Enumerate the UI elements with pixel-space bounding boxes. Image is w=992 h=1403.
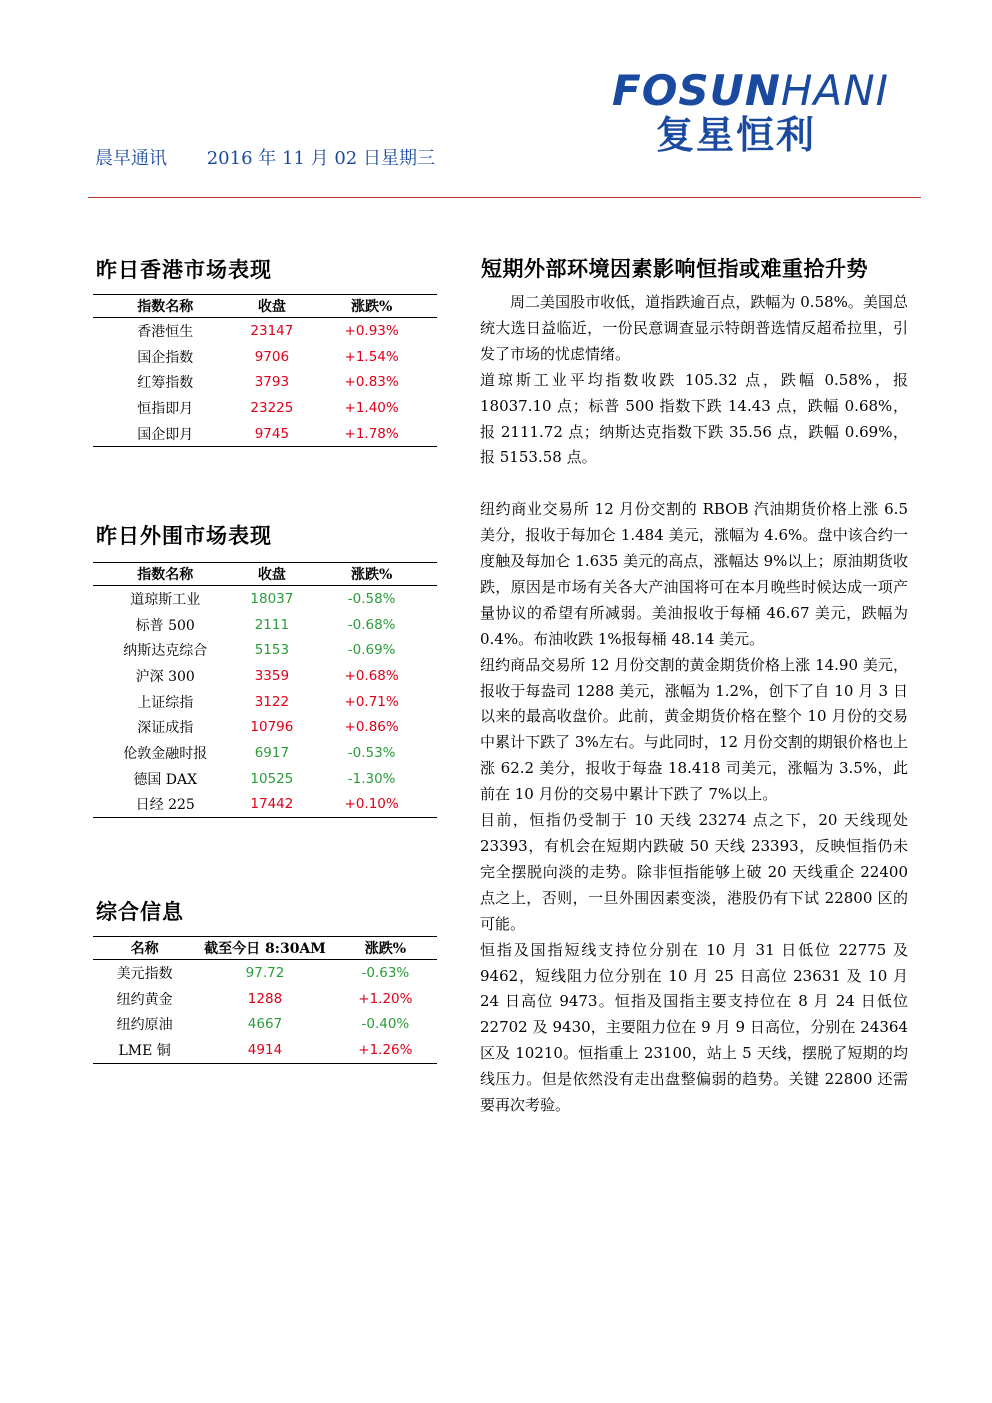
row-name: 伦敦金融时报 [123, 745, 208, 762]
row-name: LME 铜 [93, 1037, 196, 1063]
row-name: 香港恒生 [137, 323, 194, 340]
logo-chinese: 复星恒利 [656, 113, 817, 157]
col-header-close: 收盘 [237, 563, 306, 586]
table-row [93, 1037, 437, 1063]
row-change-value: +0.71% [344, 693, 399, 710]
row-close-value: 23225 [250, 399, 294, 416]
table-header-row [93, 563, 437, 586]
row-name: 纽约黄金 [116, 991, 173, 1008]
row-change-value: +1.40% [344, 399, 399, 416]
row-close-value: 10525 [250, 770, 294, 787]
table-row [93, 689, 437, 715]
info-table [93, 936, 437, 1064]
row-change-value: +0.10% [306, 792, 437, 818]
row-name: 上证综指 [137, 694, 194, 711]
row-name: 沪深 300 [135, 668, 195, 685]
row-change-value: +1.78% [306, 421, 437, 447]
col-header-change: 涨跌% [334, 937, 437, 960]
row-change-value: +1.20% [358, 990, 413, 1007]
logo-english: FOSUNHANI [612, 66, 890, 115]
row-close-value: 4914 [196, 1037, 334, 1063]
row-close-value: 3122 [254, 693, 290, 710]
article-paragraph: 恒指及国指短线支持位分别在 10 月 31 日低位 22775 及 9462，短线阻力位分别在 10 月 25 日高位 23631 及 10 月 24 日高位 9473。恒指及国指主要支持位在 8 月 24 日低位 22702 及 9430，主要阻力位在 9 月 9 日高位，分别在 24364 区及 10210。恒指重上 23100，站上 5 天线，摆脱了短期的均线压力。但是依然没有走出盘整偏弱的趋势。关键 22800 还需要再次考验。 [480, 940, 908, 1115]
row-change-value: -1.30% [347, 770, 396, 787]
row-change-value: +1.54% [344, 348, 399, 365]
row-name: 国企指数 [137, 349, 194, 366]
row-name: 道琼斯工业 [130, 591, 201, 608]
table-row [93, 1011, 437, 1037]
table-row [93, 714, 437, 740]
row-close-value: 1288 [247, 990, 283, 1007]
global-market-table [93, 562, 437, 818]
row-change-value: -0.40% [361, 1016, 410, 1033]
row-name: 红筹指数 [137, 375, 194, 392]
table-row [93, 960, 437, 986]
table-row [93, 318, 437, 344]
table-row [93, 766, 437, 792]
publication-date: 2016 年 11 月 02 日星期三 [206, 148, 435, 169]
table-header-row [93, 937, 437, 960]
col-header-name: 指数名称 [93, 295, 237, 318]
row-close-value: 5153 [254, 642, 290, 659]
row-name: 德国 DAX [133, 771, 198, 788]
info-section-title: 综合信息 [96, 899, 184, 924]
hk-section-title: 昨日香港市场表现 [96, 257, 272, 282]
table-row [93, 612, 437, 638]
col-header-change: 涨跌% [306, 563, 437, 586]
hk-market-table [93, 294, 437, 447]
row-close-value: 97.72 [245, 964, 285, 981]
col-header-name: 名称 [93, 937, 196, 960]
article-paragraph: 纽约商品交易所 12 月份交割的黄金期货价格上涨 14.90 美元，报收于每盎司 1288 美元，涨幅为 1.2%，创下了自 10 月 3 日以来的最高收盘价。此前，黄金期货价格在整个 10 月份的交易中累计下跌了 3%左右。与此同时，12 月份交割的期银价格也上涨 62.2 美分，报收于每盎 18.418 司美元，涨幅为 3.5%，此前在 10 月份的交易中累计下跌了 7%以上。 [480, 655, 908, 804]
row-name: 日经 225 [93, 792, 237, 818]
row-change-value: -0.69% [347, 642, 396, 659]
table-row [93, 395, 437, 421]
row-change-value: -0.68% [347, 616, 396, 633]
row-change-value: +0.68% [344, 667, 399, 684]
table-row [93, 792, 437, 818]
row-name: 美元指数 [116, 965, 173, 982]
row-change-value: +0.83% [344, 374, 399, 391]
table-row [93, 369, 437, 395]
table-row [93, 740, 437, 766]
row-close-value: 4667 [247, 1016, 283, 1033]
row-close-value: 23147 [250, 322, 294, 339]
table-row [93, 663, 437, 689]
row-name: 标普 500 [135, 617, 195, 634]
row-close-value: 2111 [254, 616, 290, 633]
col-header-name: 指数名称 [93, 563, 237, 586]
table-header-row [93, 295, 437, 318]
row-change-value: -0.58% [347, 590, 396, 607]
article-paragraph: 目前，恒指仍受制于 10 天线 23274 点之下，20 天线现处 23393，有机会在短期内跌破 50 天线 23393，反映恒指仍未完全摆脱向淡的走势。除非恒指能够上破 20 天线重企 22400 点之上，否则，一旦外围因素变淡，港股仍有下试 22800 区的可能。 [480, 811, 908, 933]
col-header-close: 收盘 [237, 295, 306, 318]
table-row [93, 421, 437, 447]
article-paragraph: 纽约商业交易所 12 月份交割的 RBOB 汽油期货价格上涨 6.5 美分，报收于每加仑 1.484 美元，涨幅为 4.6%。盘中该合约一度触及每加仑 1.635 美元的高点，涨幅达 9%以上；原油期货收跌，原因是市场有关各大产油国将可在本月晚些时候达成一项产量协议的希望有所减弱。美油报收于每桶 46.67 美元，跌幅为 0.4%。布油收跌 1%报每桶 48.14 美元。 [480, 500, 908, 648]
row-name: 纽约原油 [116, 1017, 173, 1034]
row-close-value: 3359 [254, 667, 290, 684]
table-row [93, 586, 437, 612]
row-change-value: -0.53% [347, 744, 396, 761]
col-header-change: 涨跌% [306, 295, 437, 318]
article-paragraph: 周二美国股市收低，道指跌逾百点，跌幅为 0.58%。美国总统大选日益临近，一份民意调查显示特朗普选情反超希拉里，引发了市场的忧虑情绪。 [480, 293, 909, 363]
article-paragraph: 道琼斯工业平均指数收跌 105.32 点，跌幅 0.58%，报 18037.10 点；标普 500 指数下跌 14.43 点，跌幅 0.68%，报 2111.72 点；纳斯达克指数下跌 35.56 点，跌幅 0.69%，报 5153.58 点。 [480, 370, 908, 467]
row-close-value: 3793 [254, 374, 290, 391]
article-body [480, 290, 908, 1119]
publication-name: 晨早通讯 [95, 148, 167, 169]
row-name: 纳斯达克综合 [123, 643, 208, 660]
header-divider [88, 197, 921, 198]
row-change-value: +1.26% [334, 1037, 437, 1063]
row-close-value: 18037 [250, 590, 294, 607]
row-change-value: -0.63% [361, 964, 410, 981]
row-name: 恒指即月 [137, 400, 194, 417]
row-close-value: 17442 [237, 792, 306, 818]
table-row [93, 637, 437, 663]
table-row [93, 986, 437, 1012]
row-close-value: 6917 [254, 744, 290, 761]
header-info [95, 144, 435, 170]
col-header-close: 截至今日 8:30AM [196, 937, 334, 960]
row-name: 深证成指 [137, 720, 194, 737]
global-section-title: 昨日外围市场表现 [96, 523, 272, 548]
article-title: 短期外部环境因素影响恒指或难重拾升势 [481, 256, 868, 281]
row-close-value: 10796 [250, 719, 294, 736]
row-change-value: +0.93% [344, 322, 399, 339]
row-change-value: +0.86% [344, 719, 399, 736]
row-name: 国企即月 [93, 421, 237, 447]
row-close-value: 9745 [237, 421, 306, 447]
row-close-value: 9706 [254, 348, 290, 365]
table-row [93, 344, 437, 370]
